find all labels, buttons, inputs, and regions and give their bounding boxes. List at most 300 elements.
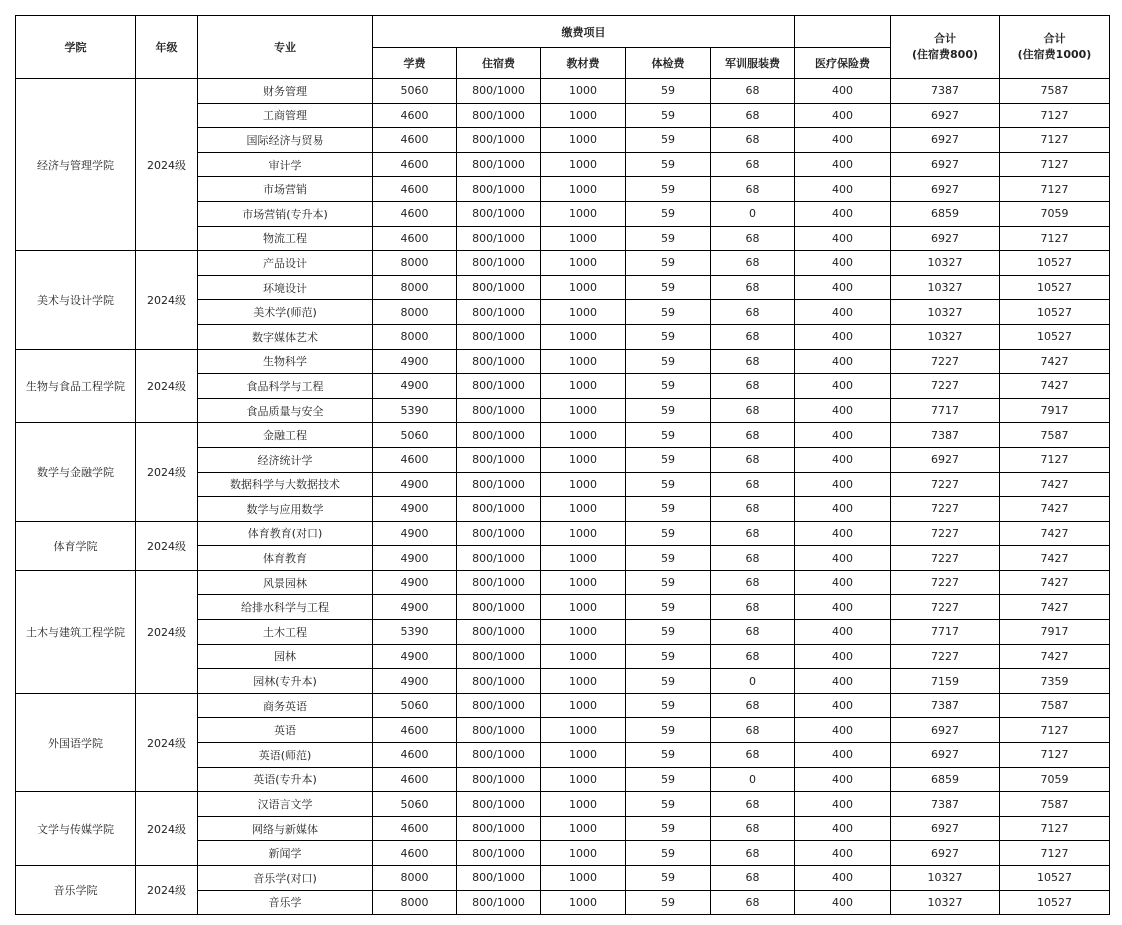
total-800-cell: 6859: [891, 767, 1000, 792]
tuition-cell: 4900: [373, 570, 457, 595]
major-cell: 生物科学: [198, 349, 373, 374]
medical-insurance-cell: 400: [795, 816, 891, 841]
total-1000-cell: 7427: [1000, 521, 1110, 546]
accommodation-cell: 800/1000: [457, 300, 541, 325]
accommodation-cell: 800/1000: [457, 103, 541, 128]
header-major: 专业: [198, 16, 373, 79]
textbook-cell: 1000: [541, 201, 626, 226]
textbook-cell: 1000: [541, 177, 626, 202]
total-1000-cell: 7427: [1000, 349, 1110, 374]
textbook-cell: 1000: [541, 251, 626, 276]
header-total-800: [891, 16, 1000, 79]
physical-exam-cell: 59: [626, 152, 711, 177]
tuition-cell: 5060: [373, 423, 457, 448]
total-1000-cell: 7917: [1000, 398, 1110, 423]
major-cell: 食品科学与工程: [198, 374, 373, 399]
total-800-cell: 7227: [891, 595, 1000, 620]
grade-cell: 2024级: [136, 423, 198, 521]
accommodation-cell: 800/1000: [457, 79, 541, 104]
physical-exam-cell: 59: [626, 349, 711, 374]
tuition-cell: 5390: [373, 620, 457, 645]
tuition-cell: 4600: [373, 816, 457, 841]
total-1000-cell: 7427: [1000, 570, 1110, 595]
military-uniform-cell: 68: [711, 275, 795, 300]
tuition-cell: 5060: [373, 792, 457, 817]
total-1000-cell: 7127: [1000, 152, 1110, 177]
total-1000-cell: 7427: [1000, 644, 1110, 669]
tuition-cell: 8000: [373, 890, 457, 915]
major-cell: 英语(师范): [198, 743, 373, 768]
total-800-cell: 7227: [891, 521, 1000, 546]
physical-exam-cell: 59: [626, 472, 711, 497]
military-uniform-cell: 68: [711, 226, 795, 251]
college-cell: 土木与建筑工程学院: [16, 570, 136, 693]
accommodation-cell: 800/1000: [457, 816, 541, 841]
total-1000-cell: 7359: [1000, 669, 1110, 694]
total-800-cell: 10327: [891, 890, 1000, 915]
military-uniform-cell: 68: [711, 152, 795, 177]
total-1000-cell: 7059: [1000, 767, 1110, 792]
tuition-cell: 4600: [373, 226, 457, 251]
physical-exam-cell: 59: [626, 767, 711, 792]
total-1000-cell: 7917: [1000, 620, 1110, 645]
physical-exam-cell: 59: [626, 890, 711, 915]
major-cell: 园林: [198, 644, 373, 669]
header-tuition: 学费: [373, 48, 457, 79]
total-1000-cell: 7427: [1000, 472, 1110, 497]
college-cell: 生物与食品工程学院: [16, 349, 136, 423]
total-800-cell: 10327: [891, 275, 1000, 300]
grade-cell: 2024级: [136, 693, 198, 791]
textbook-cell: 1000: [541, 447, 626, 472]
header-grade: 年级: [136, 16, 198, 79]
total-1000-cell: 7127: [1000, 743, 1110, 768]
physical-exam-cell: 59: [626, 743, 711, 768]
total-1000-cell: 7427: [1000, 497, 1110, 522]
total-800-cell: 7227: [891, 570, 1000, 595]
tuition-cell: 4900: [373, 669, 457, 694]
major-cell: 经济统计学: [198, 447, 373, 472]
tuition-cell: 4600: [373, 767, 457, 792]
physical-exam-cell: 59: [626, 497, 711, 522]
total-1000-cell: 7427: [1000, 374, 1110, 399]
physical-exam-cell: 59: [626, 546, 711, 571]
textbook-cell: 1000: [541, 374, 626, 399]
accommodation-cell: 800/1000: [457, 349, 541, 374]
textbook-cell: 1000: [541, 595, 626, 620]
accommodation-cell: 800/1000: [457, 620, 541, 645]
table-row: [16, 570, 1110, 595]
military-uniform-cell: 68: [711, 349, 795, 374]
total-800-cell: 6859: [891, 201, 1000, 226]
total-1000-cell: 7127: [1000, 128, 1110, 153]
accommodation-cell: 800/1000: [457, 324, 541, 349]
total-800-cell: 7717: [891, 398, 1000, 423]
accommodation-cell: 800/1000: [457, 128, 541, 153]
textbook-cell: 1000: [541, 152, 626, 177]
tuition-cell: 4600: [373, 718, 457, 743]
college-cell: 外国语学院: [16, 693, 136, 791]
table-body: [16, 79, 1110, 915]
medical-insurance-cell: 400: [795, 423, 891, 448]
medical-insurance-cell: 400: [795, 349, 891, 374]
accommodation-cell: 800/1000: [457, 570, 541, 595]
major-cell: 市场营销: [198, 177, 373, 202]
header-total-1000: [1000, 16, 1110, 79]
physical-exam-cell: 59: [626, 275, 711, 300]
accommodation-cell: 800/1000: [457, 767, 541, 792]
total-800-cell: 10327: [891, 251, 1000, 276]
military-uniform-cell: 0: [711, 669, 795, 694]
total-1000-cell: 7127: [1000, 841, 1110, 866]
medical-insurance-cell: 400: [795, 251, 891, 276]
tuition-cell: 5060: [373, 79, 457, 104]
total-1000-cell: 7427: [1000, 546, 1110, 571]
total-1000-cell: 7127: [1000, 718, 1110, 743]
total-800-cell: 6927: [891, 128, 1000, 153]
medical-insurance-cell: 400: [795, 79, 891, 104]
header-total-1000-line1: 合计: [1043, 32, 1066, 45]
military-uniform-cell: 68: [711, 792, 795, 817]
accommodation-cell: 800/1000: [457, 275, 541, 300]
textbook-cell: 1000: [541, 546, 626, 571]
medical-insurance-cell: 400: [795, 866, 891, 891]
total-1000-cell: 7587: [1000, 693, 1110, 718]
military-uniform-cell: 68: [711, 447, 795, 472]
textbook-cell: 1000: [541, 103, 626, 128]
major-cell: 风景园林: [198, 570, 373, 595]
textbook-cell: 1000: [541, 226, 626, 251]
grade-cell: 2024级: [136, 521, 198, 570]
accommodation-cell: 800/1000: [457, 841, 541, 866]
total-1000-cell: 7059: [1000, 201, 1110, 226]
total-800-cell: 6927: [891, 816, 1000, 841]
grade-cell: 2024级: [136, 79, 198, 251]
accommodation-cell: 800/1000: [457, 546, 541, 571]
total-800-cell: 10327: [891, 300, 1000, 325]
header-physical-exam: 体检费: [626, 48, 711, 79]
physical-exam-cell: 59: [626, 398, 711, 423]
major-cell: 商务英语: [198, 693, 373, 718]
header-accommodation: 住宿费: [457, 48, 541, 79]
textbook-cell: 1000: [541, 792, 626, 817]
accommodation-cell: 800/1000: [457, 521, 541, 546]
table-header: [16, 16, 1110, 79]
major-cell: 音乐学: [198, 890, 373, 915]
table-row: [16, 693, 1110, 718]
table-row: [16, 79, 1110, 104]
tuition-cell: 4900: [373, 644, 457, 669]
textbook-cell: 1000: [541, 349, 626, 374]
total-800-cell: 6927: [891, 743, 1000, 768]
header-blank: [795, 16, 891, 48]
tuition-cell: 4600: [373, 152, 457, 177]
accommodation-cell: 800/1000: [457, 890, 541, 915]
major-cell: 美术学(师范): [198, 300, 373, 325]
physical-exam-cell: 59: [626, 816, 711, 841]
military-uniform-cell: 0: [711, 201, 795, 226]
medical-insurance-cell: 400: [795, 767, 891, 792]
total-800-cell: 7387: [891, 79, 1000, 104]
total-800-cell: 6927: [891, 718, 1000, 743]
total-1000-cell: 10527: [1000, 300, 1110, 325]
military-uniform-cell: 68: [711, 177, 795, 202]
accommodation-cell: 800/1000: [457, 177, 541, 202]
textbook-cell: 1000: [541, 128, 626, 153]
medical-insurance-cell: 400: [795, 447, 891, 472]
college-cell: 音乐学院: [16, 866, 136, 915]
accommodation-cell: 800/1000: [457, 251, 541, 276]
textbook-cell: 1000: [541, 398, 626, 423]
accommodation-cell: 800/1000: [457, 866, 541, 891]
grade-cell: 2024级: [136, 251, 198, 349]
total-800-cell: 7387: [891, 693, 1000, 718]
military-uniform-cell: 0: [711, 767, 795, 792]
medical-insurance-cell: 400: [795, 620, 891, 645]
major-cell: 网络与新媒体: [198, 816, 373, 841]
textbook-cell: 1000: [541, 841, 626, 866]
textbook-cell: 1000: [541, 275, 626, 300]
medical-insurance-cell: 400: [795, 275, 891, 300]
total-1000-cell: 10527: [1000, 324, 1110, 349]
accommodation-cell: 800/1000: [457, 497, 541, 522]
tuition-cell: 8000: [373, 300, 457, 325]
tuition-cell: 4600: [373, 743, 457, 768]
accommodation-cell: 800/1000: [457, 447, 541, 472]
total-1000-cell: 7127: [1000, 103, 1110, 128]
military-uniform-cell: 68: [711, 128, 795, 153]
major-cell: 体育教育: [198, 546, 373, 571]
accommodation-cell: 800/1000: [457, 595, 541, 620]
textbook-cell: 1000: [541, 743, 626, 768]
total-800-cell: 6927: [891, 447, 1000, 472]
medical-insurance-cell: 400: [795, 177, 891, 202]
total-800-cell: 6927: [891, 152, 1000, 177]
physical-exam-cell: 59: [626, 300, 711, 325]
accommodation-cell: 800/1000: [457, 201, 541, 226]
total-1000-cell: 10527: [1000, 251, 1110, 276]
major-cell: 园林(专升本): [198, 669, 373, 694]
medical-insurance-cell: 400: [795, 226, 891, 251]
medical-insurance-cell: 400: [795, 546, 891, 571]
medical-insurance-cell: 400: [795, 497, 891, 522]
accommodation-cell: 800/1000: [457, 792, 541, 817]
accommodation-cell: 800/1000: [457, 423, 541, 448]
header-textbook: 教材费: [541, 48, 626, 79]
military-uniform-cell: 68: [711, 300, 795, 325]
total-800-cell: 6927: [891, 103, 1000, 128]
college-cell: 数学与金融学院: [16, 423, 136, 521]
physical-exam-cell: 59: [626, 79, 711, 104]
military-uniform-cell: 68: [711, 866, 795, 891]
header-row-top: [16, 16, 1110, 48]
physical-exam-cell: 59: [626, 595, 711, 620]
military-uniform-cell: 68: [711, 570, 795, 595]
military-uniform-cell: 68: [711, 693, 795, 718]
medical-insurance-cell: 400: [795, 644, 891, 669]
physical-exam-cell: 59: [626, 177, 711, 202]
military-uniform-cell: 68: [711, 497, 795, 522]
tuition-cell: 4600: [373, 201, 457, 226]
total-1000-cell: 7127: [1000, 816, 1110, 841]
physical-exam-cell: 59: [626, 201, 711, 226]
military-uniform-cell: 68: [711, 890, 795, 915]
total-800-cell: 7227: [891, 497, 1000, 522]
total-800-cell: 7717: [891, 620, 1000, 645]
total-1000-cell: 7427: [1000, 595, 1110, 620]
accommodation-cell: 800/1000: [457, 693, 541, 718]
tuition-cell: 8000: [373, 275, 457, 300]
military-uniform-cell: 68: [711, 841, 795, 866]
military-uniform-cell: 68: [711, 816, 795, 841]
major-cell: 数字媒体艺术: [198, 324, 373, 349]
major-cell: 新闻学: [198, 841, 373, 866]
military-uniform-cell: 68: [711, 620, 795, 645]
military-uniform-cell: 68: [711, 521, 795, 546]
physical-exam-cell: 59: [626, 693, 711, 718]
medical-insurance-cell: 400: [795, 472, 891, 497]
medical-insurance-cell: 400: [795, 128, 891, 153]
textbook-cell: 1000: [541, 866, 626, 891]
table-row: [16, 251, 1110, 276]
textbook-cell: 1000: [541, 472, 626, 497]
accommodation-cell: 800/1000: [457, 669, 541, 694]
total-1000-cell: 7587: [1000, 792, 1110, 817]
total-1000-cell: 7127: [1000, 226, 1110, 251]
major-cell: 产品设计: [198, 251, 373, 276]
major-cell: 物流工程: [198, 226, 373, 251]
physical-exam-cell: 59: [626, 324, 711, 349]
major-cell: 金融工程: [198, 423, 373, 448]
textbook-cell: 1000: [541, 890, 626, 915]
major-cell: 审计学: [198, 152, 373, 177]
college-cell: 美术与设计学院: [16, 251, 136, 349]
total-1000-cell: 7127: [1000, 177, 1110, 202]
textbook-cell: 1000: [541, 521, 626, 546]
table-row: [16, 792, 1110, 817]
medical-insurance-cell: 400: [795, 693, 891, 718]
tuition-cell: 4600: [373, 128, 457, 153]
medical-insurance-cell: 400: [795, 152, 891, 177]
physical-exam-cell: 59: [626, 226, 711, 251]
medical-insurance-cell: 400: [795, 300, 891, 325]
medical-insurance-cell: 400: [795, 718, 891, 743]
college-cell: 体育学院: [16, 521, 136, 570]
major-cell: 体育教育(对口): [198, 521, 373, 546]
physical-exam-cell: 59: [626, 644, 711, 669]
total-1000-cell: 10527: [1000, 275, 1110, 300]
military-uniform-cell: 68: [711, 79, 795, 104]
medical-insurance-cell: 400: [795, 841, 891, 866]
total-1000-cell: 7587: [1000, 79, 1110, 104]
major-cell: 财务管理: [198, 79, 373, 104]
table-row: [16, 423, 1110, 448]
header-medical-insurance: 医疗保险费: [795, 48, 891, 79]
textbook-cell: 1000: [541, 693, 626, 718]
major-cell: 英语: [198, 718, 373, 743]
medical-insurance-cell: 400: [795, 521, 891, 546]
military-uniform-cell: 68: [711, 718, 795, 743]
major-cell: 音乐学(对口): [198, 866, 373, 891]
military-uniform-cell: 68: [711, 546, 795, 571]
accommodation-cell: 800/1000: [457, 718, 541, 743]
military-uniform-cell: 68: [711, 324, 795, 349]
physical-exam-cell: 59: [626, 792, 711, 817]
medical-insurance-cell: 400: [795, 570, 891, 595]
tuition-cell: 4900: [373, 497, 457, 522]
medical-insurance-cell: 400: [795, 324, 891, 349]
military-uniform-cell: 68: [711, 743, 795, 768]
physical-exam-cell: 59: [626, 669, 711, 694]
tuition-cell: 4600: [373, 841, 457, 866]
total-800-cell: 7387: [891, 792, 1000, 817]
medical-insurance-cell: 400: [795, 669, 891, 694]
military-uniform-cell: 68: [711, 595, 795, 620]
header-total-800-line2: (住宿费800): [911, 48, 979, 61]
tuition-cell: 4900: [373, 546, 457, 571]
major-cell: 数据科学与大数据技术: [198, 472, 373, 497]
header-total-800-line1: 合计: [934, 32, 956, 45]
military-uniform-cell: 68: [711, 374, 795, 399]
tuition-cell: 8000: [373, 324, 457, 349]
textbook-cell: 1000: [541, 644, 626, 669]
total-800-cell: 7227: [891, 374, 1000, 399]
total-800-cell: 7227: [891, 472, 1000, 497]
accommodation-cell: 800/1000: [457, 644, 541, 669]
physical-exam-cell: 59: [626, 423, 711, 448]
major-cell: 市场营销(专升本): [198, 201, 373, 226]
textbook-cell: 1000: [541, 79, 626, 104]
total-1000-cell: 7127: [1000, 447, 1110, 472]
textbook-cell: 1000: [541, 669, 626, 694]
tuition-cell: 4900: [373, 595, 457, 620]
medical-insurance-cell: 400: [795, 398, 891, 423]
total-800-cell: 7227: [891, 644, 1000, 669]
table-row: [16, 521, 1110, 546]
total-800-cell: 7387: [891, 423, 1000, 448]
accommodation-cell: 800/1000: [457, 472, 541, 497]
textbook-cell: 1000: [541, 570, 626, 595]
major-cell: 土木工程: [198, 620, 373, 645]
medical-insurance-cell: 400: [795, 374, 891, 399]
textbook-cell: 1000: [541, 620, 626, 645]
medical-insurance-cell: 400: [795, 890, 891, 915]
total-800-cell: 7227: [891, 349, 1000, 374]
total-800-cell: 7227: [891, 546, 1000, 571]
grade-cell: 2024级: [136, 792, 198, 866]
medical-insurance-cell: 400: [795, 103, 891, 128]
tuition-cell: 8000: [373, 866, 457, 891]
medical-insurance-cell: 400: [795, 595, 891, 620]
total-800-cell: 6927: [891, 841, 1000, 866]
physical-exam-cell: 59: [626, 447, 711, 472]
military-uniform-cell: 68: [711, 423, 795, 448]
total-800-cell: 7159: [891, 669, 1000, 694]
tuition-cell: 8000: [373, 251, 457, 276]
physical-exam-cell: 59: [626, 374, 711, 399]
military-uniform-cell: 68: [711, 472, 795, 497]
tuition-cell: 5390: [373, 398, 457, 423]
total-1000-cell: 10527: [1000, 866, 1110, 891]
header-fee-items: 缴费项目: [373, 16, 795, 48]
header-total-1000-line2: (住宿费1000): [1017, 48, 1092, 61]
textbook-cell: 1000: [541, 767, 626, 792]
major-cell: 国际经济与贸易: [198, 128, 373, 153]
medical-insurance-cell: 400: [795, 201, 891, 226]
college-cell: 经济与管理学院: [16, 79, 136, 251]
major-cell: 英语(专升本): [198, 767, 373, 792]
fee-table: [15, 15, 1110, 915]
